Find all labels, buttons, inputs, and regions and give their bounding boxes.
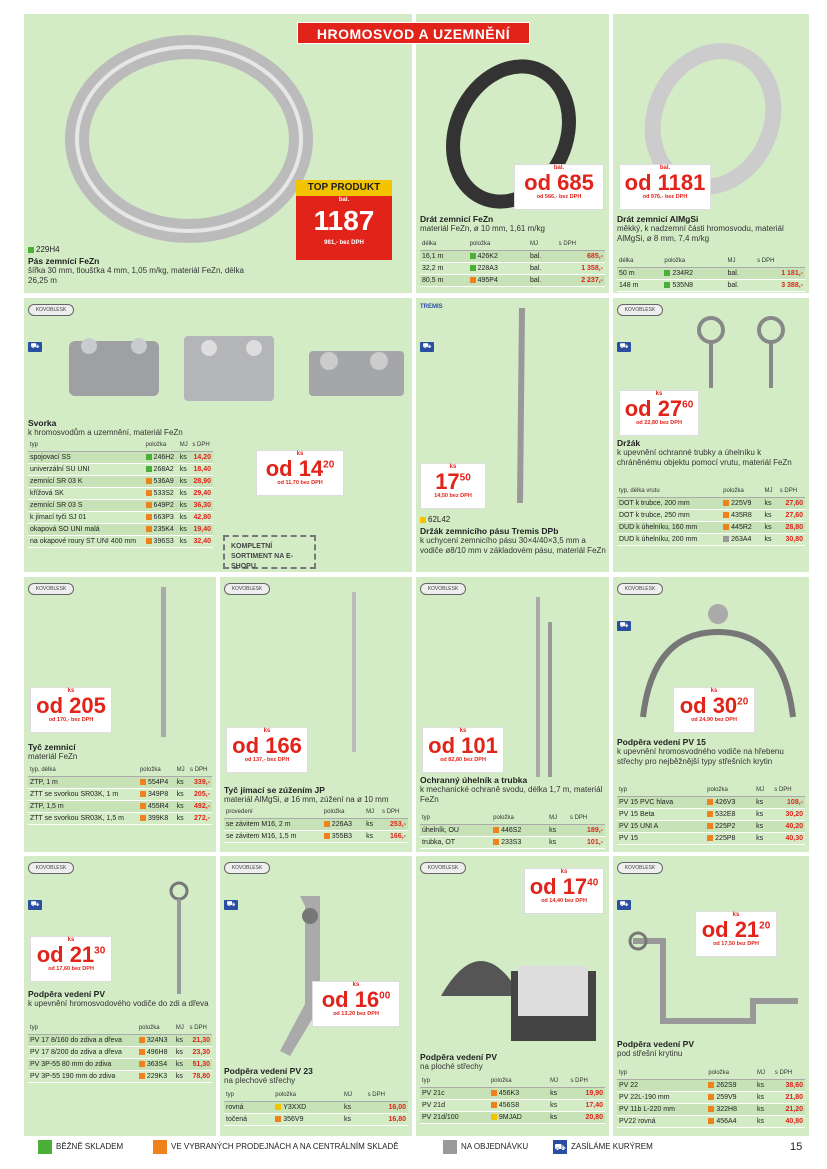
grey-square-icon <box>443 1140 457 1154</box>
availability-icon <box>146 538 152 544</box>
availability-icon <box>708 1082 714 1088</box>
table-header: s DPH <box>568 1076 605 1088</box>
table-header: s DPH <box>366 1090 408 1102</box>
product-name: Drát zemnicí FeZn <box>420 214 494 224</box>
table-header: délka <box>420 239 468 251</box>
price-box: ks od $17^{40}$ od 14,40 bez DPH <box>524 868 604 914</box>
product-code: 62L42 <box>420 515 450 525</box>
courier-icon: ⛟ <box>617 621 631 631</box>
availability-icon <box>723 512 729 518</box>
availability-icon <box>146 466 152 472</box>
eshop-notice: KOMPLETNÍ SORTIMENT NA E-SHOPU <box>223 535 316 569</box>
product-pv21: KOVOBLESK ks od $17^{40}$ od 14,40 bez DPH Podpěra vedení PV na ploché střechy typ položka MJ s DPH PV 21c 456K3 ks 19,90 PV 21d 456S8 ks 17,40 PV 21d/100 9MJAD ks 20,80 <box>416 856 609 1136</box>
availability-icon <box>491 1102 497 1108</box>
truck-icon: ⛟ <box>554 1142 566 1152</box>
table-row: točená 356V9 ks 16,80 <box>224 1114 408 1126</box>
table-header: typ <box>224 1090 273 1102</box>
table-header: MJ <box>754 785 772 797</box>
product-name: Držák <box>617 438 641 448</box>
price-box: ks od 166 od 137,- bez DPH <box>226 727 308 773</box>
product-name: Pás zemnící FeZn <box>28 256 100 266</box>
availability-icon <box>664 282 670 288</box>
table-header: položka <box>468 239 528 251</box>
table-row: PV 15 Beta 532E8 ks 30,20 <box>617 809 805 821</box>
price-table <box>617 486 805 546</box>
rod-illustration <box>345 592 365 752</box>
price-box: bal. od 685 od 566,- bez DPH <box>514 164 604 210</box>
table-header: s DPH <box>190 440 213 452</box>
brand-logo: KOVOBLESK <box>28 304 74 316</box>
table-row: DOT k trubce, 200 mm 225V9 ks 27,60 <box>617 498 805 510</box>
brand-logo: KOVOBLESK <box>420 583 466 595</box>
support-illustration <box>426 916 606 1046</box>
price-table <box>28 1023 212 1083</box>
table-row: k jímací tyči SJ 01 663P3 ks 42,80 <box>28 512 213 524</box>
price-box: ks od 205 od 170,- bez DPH <box>30 687 112 733</box>
table-header: položka <box>273 1090 342 1102</box>
courier-icon: ⛟ <box>617 342 631 352</box>
table-header: MJ <box>763 486 778 498</box>
availability-icon <box>493 827 499 833</box>
availability-icon <box>491 1114 497 1120</box>
courier-icon: ⛟ <box>28 342 42 352</box>
table-row: na okapové roury ST UNI 400 mm 396S3 ks 32,40 <box>28 536 213 548</box>
price-box: ks od 101 od 82,80 bez DPH <box>422 727 504 773</box>
product-name: Podpěra vedení PV <box>420 1052 497 1062</box>
table-header: typ <box>617 1068 706 1080</box>
availability-icon <box>707 835 713 841</box>
availability-icon <box>140 815 146 821</box>
holder-illustration <box>683 310 803 390</box>
legend-stock: BĚŽNĚ SKLADEM <box>38 1140 123 1154</box>
table-header: typ <box>420 1076 489 1088</box>
page-number: 15 <box>790 1141 803 1153</box>
table-row: 50 m 234R2 bal. 1 181,- <box>617 268 805 280</box>
angle-illustration <box>526 597 566 777</box>
price: 1187 <box>313 205 375 236</box>
table-row: trubka, OT 233S3 ks 101,- <box>420 837 605 849</box>
availability-icon <box>664 270 670 276</box>
table-row: PV 17 8/160 do zdiva a dřeva 324N3 ks 21,30 <box>28 1035 212 1047</box>
table-header: s DPH <box>772 785 805 797</box>
table-header: s DPH <box>188 765 212 777</box>
orange-square-icon <box>153 1140 167 1154</box>
holder-illustration <box>501 308 541 508</box>
price-table <box>617 785 805 845</box>
product-code: 229H4 <box>28 245 60 255</box>
product-pv17: KOVOBLESK ⛟ ks od $21^{30}$ od 17,60 bez DPH Podpěra vedení PV k upevnění hromosvodového vodiče do zdi a dřeva typ položka MJ s DPH PV 17 8/160 do zdiva a dřeva 324N3 ks 21,30 PV 17 8/200 do zdiva a dřeva 496H8 ks 23,30 PV 3P-55 80 mm do zdiva 363S4 ks 51,30 PV 3P-55 190 mm do zdiva 229K3 ks 78,80 <box>24 856 216 1136</box>
table-row: PV 15 225P8 ks 40,30 <box>617 833 805 845</box>
product-name: Tyč jímací se zúžením JP <box>224 785 325 795</box>
product-uhelnik: KOVOBLESK ks od 101 od 82,80 bez DPH Ochranný úhelník a trubka k mechanické ochraně svodu, délka 1,7 m, materiál FeZn typ položka MJ s DPH úhelník, OU 446S2 ks 189,- trubka, OT 233S3 ks 101,- <box>416 577 609 852</box>
table-header: délka <box>617 256 662 268</box>
courier-icon: ⛟ <box>617 900 631 910</box>
brand-logo: KOVOBLESK <box>617 862 663 874</box>
table-header: MJ <box>755 1068 773 1080</box>
table-row: 148 m 535N8 bal. 3 388,- <box>617 280 805 292</box>
table-header: typ, délka <box>28 765 138 777</box>
support-illustration <box>260 886 360 1066</box>
brand-logo: KOVOBLESK <box>617 583 663 595</box>
price-table <box>224 807 408 843</box>
table-header: MJ <box>174 1023 188 1035</box>
availability-icon <box>146 502 152 508</box>
table-header: typ <box>617 785 705 797</box>
table-header: MJ <box>178 440 191 452</box>
table-row: PV22 rovná 456A4 ks 40,80 <box>617 1116 805 1128</box>
price-table <box>617 256 805 292</box>
brand-logo: KOVOBLESK <box>28 862 74 874</box>
availability-icon <box>146 454 152 460</box>
table-row: DUD k úhelníku, 160 mm 445R2 ks 28,80 <box>617 522 805 534</box>
table-row: PV 3P-55 80 mm do zdiva 363S4 ks 51,30 <box>28 1059 212 1071</box>
table-row: ZTP, 1,5 m 455R4 ks 492,- <box>28 801 212 813</box>
price-box: ks od $30^{20}$ od 24,90 bez DPH <box>673 687 755 733</box>
table-header: MJ <box>726 256 756 268</box>
table-header: položka <box>144 440 178 452</box>
availability-icon <box>723 500 729 506</box>
table-row: PV 22L-190 mm 259V9 ks 21,80 <box>617 1092 805 1104</box>
product-drat-almgsi: bal. od 1181 od 976,- bez DPH Drát zemnicí AlMgSi měkký, k nadzemní části hromosvodu, materiál AlMgSi, ø 8 mm, 7,4 m/kg délka položka MJ s DPH 50 m 234R2 bal. 1 181,- 148 m 535N8 bal. 3 388,- <box>613 14 809 293</box>
price-box: ks od $14^{20}$ od 11,70 bez DPH <box>256 450 344 496</box>
availability-icon <box>139 1061 145 1067</box>
table-header: položka <box>706 1068 755 1080</box>
product-name: Drát zemnicí AlMgSi <box>617 214 699 224</box>
price-table <box>28 765 212 825</box>
table-row: PV 11b L-220 mm 322H8 ks 21,20 <box>617 1104 805 1116</box>
table-row: DUD k úhelníku, 200 mm 263A4 ks 30,80 <box>617 534 805 546</box>
price-box: ks od $27^{60}$ od 22,80 bez DPH <box>619 390 699 436</box>
coil-illustration <box>64 34 314 244</box>
table-header: položka <box>138 765 175 777</box>
table-header: MJ <box>364 807 380 819</box>
table-row: PV 21d 456S8 ks 17,40 <box>420 1100 605 1112</box>
table-row: PV 3P-55 190 mm do zdiva 229K3 ks 78,80 <box>28 1071 212 1083</box>
table-header: s DPH <box>568 813 605 825</box>
price-box: ks od $21^{30}$ od 17,60 bez DPH <box>30 936 112 982</box>
availability-icon <box>275 1116 281 1122</box>
legend-selected: VE VYBRANÝCH PRODEJNÁCH A NA CENTRÁLNÍM SKLADĚ <box>153 1140 399 1154</box>
availability-icon <box>723 536 729 542</box>
availability-icon <box>140 779 146 785</box>
top-product-badge: TOP PRODUKT bal. 1187 981,- bez DPH <box>296 180 392 260</box>
table-row: se závitem M16, 2 m 226A3 ks 253,- <box>224 819 408 831</box>
availability-icon <box>707 823 713 829</box>
table-header: s DPH <box>188 1023 212 1035</box>
product-tyc-jimaci: KOVOBLESK ks od 166 od 137,- bez DPH Tyč jímací se zúžením JP materiál AlMgSi, ø 16 mm, zúžení na ø 10 mm provedení položka MJ s DPH se závitem M16, 2 m 226A3 ks 253,- se závitem M16, 1,5 m 355B3 ks 166,- <box>220 577 412 852</box>
table-header: provedení <box>224 807 322 819</box>
brand-logo: KOVOBLESK <box>617 304 663 316</box>
table-header: položka <box>721 486 762 498</box>
availability-icon <box>708 1118 714 1124</box>
courier-icon: ⛟ <box>420 342 434 352</box>
table-header: MJ <box>528 239 557 251</box>
product-svorka: KOVOBLESK ⛟ Svorka k hromosvodům a uzemnění, materiál FeZn typ položka MJ s DPH spojovací SS 246H2 ks 14,20 univerzální SU UNI 268A2 ks 18,40 zemnící SR 03 K 536A9 ks 28,90 křížová SK 533S2 ks 29,40 zemnící SR 03 S 649P2 ks 36,30 k jímací tyči SJ 01 663P3 ks 42,80 okapová SO UNI malá 235K4 ks 19,40 na okapové roury ST UNI 400 mm 396S3 ks 32,40 ks od $14^{20}$ od 11,70 bez DPH <box>24 298 412 572</box>
table-row: zemnící SR 03 S 649P2 ks 36,30 <box>28 500 213 512</box>
support-illustration <box>164 876 194 996</box>
table-header: s DPH <box>778 486 805 498</box>
table-row: PV 15 PVC hlava 426V3 ks 108,- <box>617 797 805 809</box>
table-header: typ <box>28 440 144 452</box>
availability-icon <box>708 1094 714 1100</box>
table-header: s DPH <box>380 807 408 819</box>
product-drat-fezn: bal. od 685 od 566,- bez DPH Drát zemnicí FeZn materiál FeZn, ø 10 mm, 1,61 m/kg délka položka MJ s DPH 16,1 m 426K2 bal. 685,- 32,2 m 228A3 bal. 1 358,- 80,5 m 495P4 bal. 2 237,- <box>416 14 609 293</box>
table-header: položka <box>662 256 725 268</box>
table-row: se závitem M16, 1,5 m 355B3 ks 166,- <box>224 831 408 843</box>
table-row: PV 17 8/200 do zdiva a dřeva 496H8 ks 23,30 <box>28 1047 212 1059</box>
product-name: Svorka <box>28 418 57 428</box>
courier-icon: ⛟ <box>224 900 238 910</box>
table-row: 16,1 m 426K2 bal. 685,- <box>420 251 605 263</box>
price-box: bal. od 1181 od 976,- bez DPH <box>619 164 711 210</box>
product-name: Tyč zemnicí <box>28 742 76 752</box>
price-table <box>420 1076 605 1124</box>
availability-icon <box>324 833 330 839</box>
table-row: 80,5 m 495P4 bal. 2 237,- <box>420 275 605 287</box>
table-header: s DPH <box>557 239 605 251</box>
table-row: PV 22 262S9 ks 38,60 <box>617 1080 805 1092</box>
availability-icon <box>139 1037 145 1043</box>
green-square-icon <box>38 1140 52 1154</box>
product-name: Podpěra vedení PV 15 <box>617 737 706 747</box>
product-tyc-zemnici: KOVOBLESK ks od 205 od 170,- bez DPH Tyč zemnicí materiál FeZn typ, délka položka MJ s DPH ZTP, 1 m 554P4 ks 339,- ZTT se svorkou SR03K, 1 m 349P8 ks 205,- ZTP, 1,5 m 455R4 ks 492,- ZTT se svorkou SR03K, 1,5 m 399K8 ks 272,- <box>24 577 216 852</box>
top-label: TOP PRODUKT <box>296 180 392 196</box>
product-desc: šířka 30 mm, tloušťka 4 mm, 1,05 m/kg, materiál FeZn, délka 26,25 m <box>28 266 244 285</box>
price-table <box>420 813 605 849</box>
courier-icon: ⛟ <box>28 900 42 910</box>
table-header: MJ <box>342 1090 366 1102</box>
availability-icon <box>470 253 476 259</box>
section-banner: HROMOSVOD A UZEMNĚNÍ <box>297 22 530 44</box>
price-table <box>28 440 213 548</box>
table-row: rovná Y3XXD ks 16,00 <box>224 1102 408 1114</box>
table-header: MJ <box>548 1076 568 1088</box>
table-header: s DPH <box>773 1068 805 1080</box>
brand-logo: KOVOBLESK <box>28 583 74 595</box>
table-header: MJ <box>175 765 188 777</box>
availability-icon <box>146 526 152 532</box>
product-name: Ochranný úhelník a trubka <box>420 775 528 785</box>
availability-icon <box>140 791 146 797</box>
product-drzak: KOVOBLESK ⛟ ks od $27^{60}$ od 22,80 bez DPH Držák k upevnění ochranné trubky a úhelníku k chráněnému objektu pomocí vrutu, materiál FeZn typ, délka vrutu položka MJ s DPH DOT k trubce, 200 mm 225V9 ks 27,60 DOT k trubce, 250 mm 435R8 ks 27,60 DUD k úhelníku, 160 mm 445R2 ks 28,80 DUD k úhelníku, 200 mm 263A4 ks 30,80 <box>613 298 809 572</box>
availability-icon <box>493 839 499 845</box>
availability-icon <box>491 1090 497 1096</box>
availability-icon <box>707 811 713 817</box>
table-row: ZTT se svorkou SR03K, 1 m 349P8 ks 205,- <box>28 789 212 801</box>
product-name: Podpěra vedení PV <box>28 989 105 999</box>
availability-icon <box>708 1106 714 1112</box>
availability-icon <box>470 265 476 271</box>
table-header: typ, délka vrutu <box>617 486 721 498</box>
product-tremis: TREMIS ⛟ ks $17^{50}$ 14,50 bez DPH 62L42 Držák zemnicího pásu Tremis DPb k uchycení zemnicího pásu 30×4/40×3,5 mm a vodiče ø8/10 mm v základovém pásu, materiál FeZn <box>416 298 609 572</box>
table-header: položka <box>705 785 754 797</box>
table-row: 32,2 m 228A3 bal. 1 358,- <box>420 263 605 275</box>
tremis-logo: TREMIS <box>420 304 443 310</box>
table-row: spojovací SS 246H2 ks 14,20 <box>28 452 213 464</box>
table-row: univerzální SU UNI 268A2 ks 18,40 <box>28 464 213 476</box>
table-header: položka <box>137 1023 174 1035</box>
availability-icon <box>723 524 729 530</box>
brand-logo: KOVOBLESK <box>224 583 270 595</box>
price-net: 981,- bez DPH <box>324 240 364 246</box>
table-row: ZTT se svorkou SR03K, 1,5 m 399K8 ks 272,- <box>28 813 212 825</box>
table-row: ZTP, 1 m 554P4 ks 339,- <box>28 777 212 789</box>
availability-icon <box>139 1049 145 1055</box>
price-box: ks $17^{50}$ 14,50 bez DPH <box>420 463 486 509</box>
product-pv23: KOVOBLESK ⛟ ks od $16^{00}$ od 13,20 bez DPH Podpěra vedení PV 23 na plechové střechy typ položka MJ s DPH rovná Y3XXD ks 16,00 točená 356V9 ks 16,80 <box>220 856 412 1136</box>
table-row: zemnící SR 03 K 536A9 ks 28,90 <box>28 476 213 488</box>
product-name: Držák zemnicího pásu Tremis DPb <box>420 526 559 536</box>
table-row: úhelník, OU 446S2 ks 189,- <box>420 825 605 837</box>
price-box: ks od $21^{20}$ od 17,50 bez DPH <box>695 911 777 957</box>
product-pv22: KOVOBLESK ⛟ ks od $21^{20}$ od 17,50 bez DPH Podpěra vedení PV pod střešní krytinu typ položka MJ s DPH PV 22 262S9 ks 38,60 PV 22L-190 mm 259V9 ks 21,80 PV 11b L-220 mm 322H8 ks 21,20 PV22 rovná 456A4 ks 40,80 <box>613 856 809 1136</box>
table-row: okapová SO UNI malá 235K4 ks 19,40 <box>28 524 213 536</box>
table-row: PV 15 UNI A 225P2 ks 40,20 <box>617 821 805 833</box>
availability-icon <box>275 1104 281 1110</box>
availability-icon <box>324 821 330 827</box>
availability-icon <box>146 478 152 484</box>
price-table <box>224 1090 408 1126</box>
availability-icon <box>139 1073 145 1079</box>
availability-icon <box>146 490 152 496</box>
price-table <box>420 239 605 287</box>
availability-icon <box>146 514 152 520</box>
table-row: křížová SK 533S2 ks 29,40 <box>28 488 213 500</box>
table-header: typ <box>28 1023 137 1035</box>
table-header: MJ <box>547 813 568 825</box>
product-name: Podpěra vedení PV <box>617 1039 694 1049</box>
price-box: ks od $16^{00}$ od 13,20 bez DPH <box>312 981 400 1027</box>
clamp-illustration <box>59 326 409 426</box>
rod-illustration <box>154 587 174 737</box>
availability-icon <box>707 799 713 805</box>
legend-order: NA OBJEDNÁVKU <box>443 1140 528 1154</box>
price-table <box>617 1068 805 1128</box>
product-name: Podpěra vedení PV 23 <box>224 1066 313 1076</box>
table-header: typ <box>420 813 491 825</box>
table-row: PV 21c 456K3 ks 19,90 <box>420 1088 605 1100</box>
product-pv15: KOVOBLESK ⛟ ks od $30^{20}$ od 24,90 bez DPH Podpěra vedení PV 15 k upevnění hromosvodného vodiče na hřebenu střechy pro nejběžnější typy střešních krytin typ položka MJ s DPH PV 15 PVC hlava 426V3 ks 108,- PV 15 Beta 532E8 ks 30,20 PV 15 UNI A 225P2 ks 40,20 PV 15 225P8 ks 40,30 <box>613 577 809 852</box>
table-header: položka <box>491 813 547 825</box>
table-row: PV 21d/100 9MJAD ks 20,80 <box>420 1112 605 1124</box>
brand-logo: KOVOBLESK <box>420 862 466 874</box>
table-header: položka <box>489 1076 548 1088</box>
legend-courier: ⛟ ZASÍLÁME KURÝREM <box>554 1142 653 1152</box>
table-header: s DPH <box>755 256 805 268</box>
brand-logo: KOVOBLESK <box>224 862 270 874</box>
availability-icon <box>470 277 476 283</box>
table-header: položka <box>322 807 364 819</box>
availability-icon <box>140 803 146 809</box>
table-row: DOT k trubce, 250 mm 435R8 ks 27,60 <box>617 510 805 522</box>
